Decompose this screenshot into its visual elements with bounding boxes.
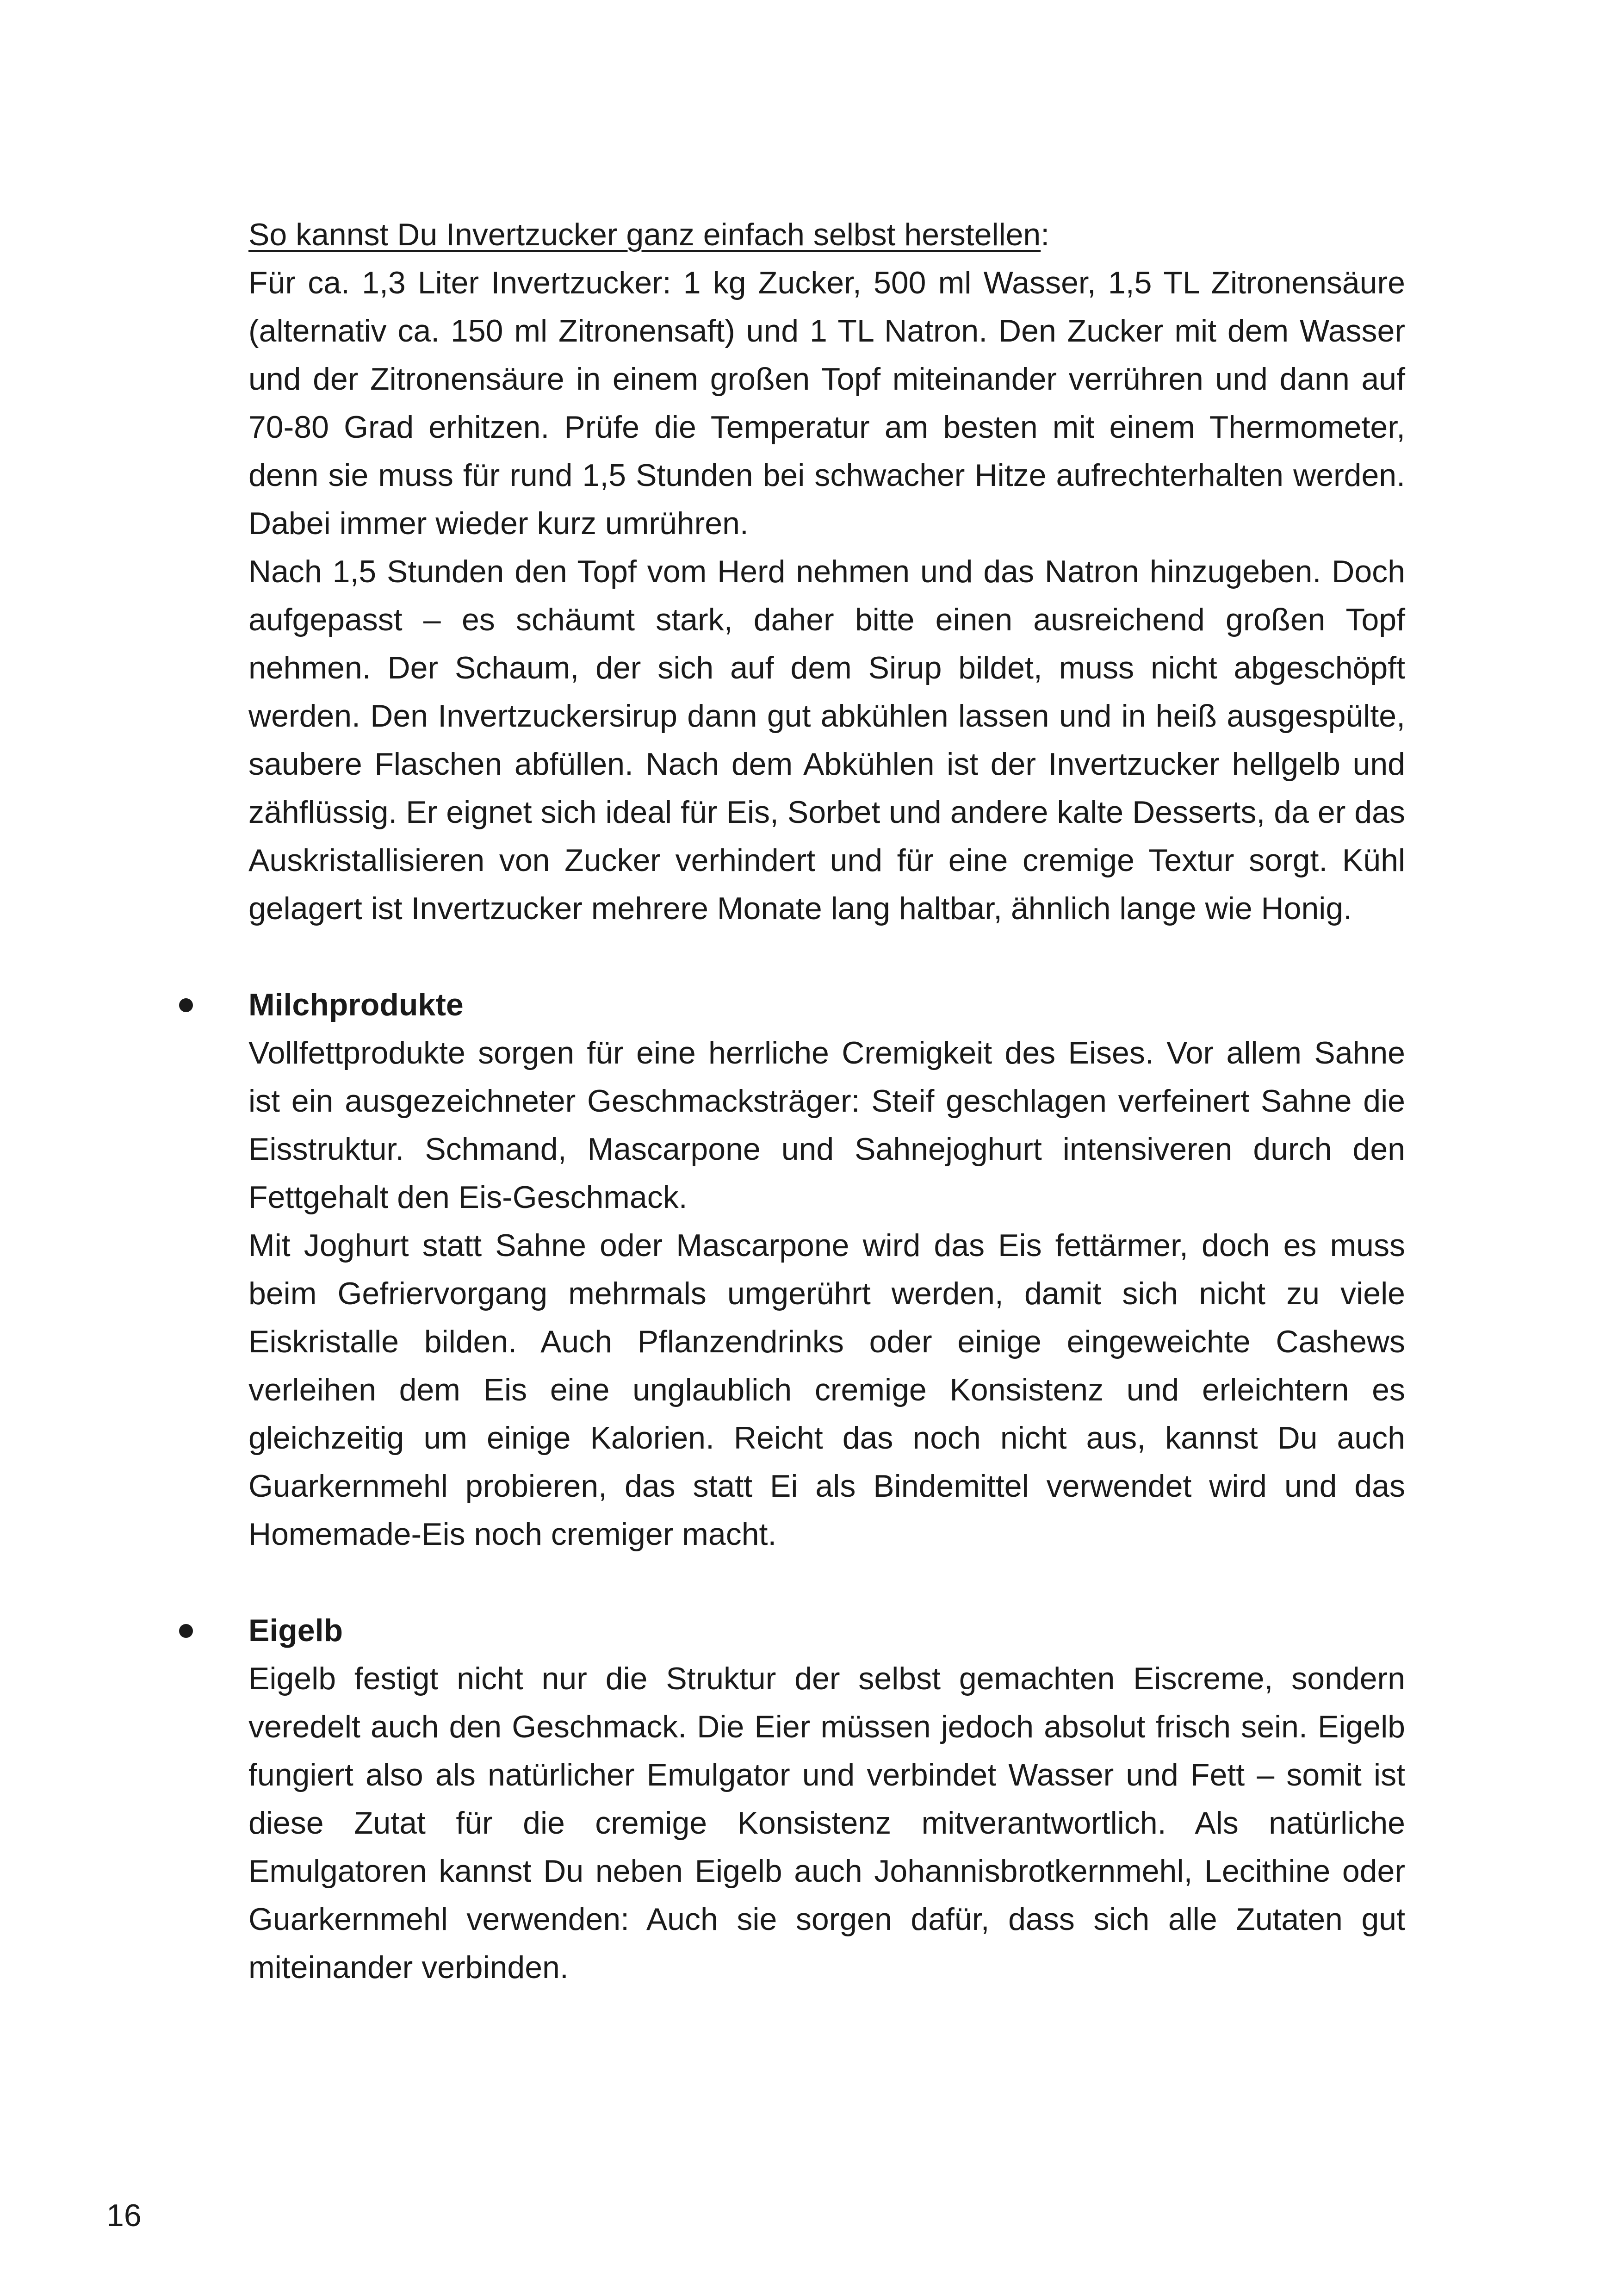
page-content	[248, 211, 1405, 1991]
section-heading: Eigelb	[248, 1613, 343, 1648]
bullet-icon	[179, 998, 193, 1012]
intro-heading-colon: :	[1041, 217, 1050, 252]
section-paragraph-1: Eigelb festigt nicht nur die Struktur der selbst gemachten Eiscreme, sondern veredelt auch den Geschmack. Die Eier müssen jedoch absolut frisch sein. Eigelb fungiert also als natürlicher Emulgator und verbindet Wasser und Fett – somit ist diese Zutat für die cremige Konsistenz mitverantwortlich. Als natürliche Emulgatoren kannst Du neben Eigelb auch Johannisbrotkernmehl, Lecithine oder Guarkernmehl verwenden: Auch sie sorgen dafür, dass sich alle Zutaten gut miteinander verbinden.	[248, 1661, 1405, 1985]
section-heading: Milchprodukte	[248, 987, 464, 1022]
section-paragraph-2: Mit Joghurt statt Sahne oder Mascarpone wird das Eis fettärmer, doch es muss beim Gefriervorgang mehrmals umgerührt werden, damit sich nicht zu viele Eiskristalle bilden. Auch Pflanzendrinks oder einige eingeweichte Cashews verleihen dem Eis eine unglaublich cremige Konsistenz und erleichtern es gleichzeitig um einige Kalorien. Reicht das noch nicht aus, kannst Du auch Guarkernmehl probieren, das statt Ei als Bindemittel verwendet wird und das Homemade-Eis noch cremiger macht.	[248, 1228, 1405, 1552]
page-number: 16	[106, 2198, 142, 2233]
section-milchprodukte	[248, 981, 1405, 1558]
section-paragraph-1: Vollfettprodukte sorgen für eine herrliche Cremigkeit des Eises. Vor allem Sahne ist ein ausgezeichneter Geschmacksträger: Steif geschlagen verfeinert Sahne die Eisstruktur. Schmand, Mascarpone und Sahnejoghurt intensiveren durch den Fettgehalt den Eis-Geschmack.	[248, 1035, 1405, 1215]
intro-heading-line	[248, 211, 1405, 259]
intro-section	[248, 211, 1405, 933]
section-eigelb	[248, 1606, 1405, 1991]
intro-paragraph-2: Nach 1,5 Stunden den Topf vom Herd nehmen und das Natron hinzugeben. Doch aufgepasst – es schäumt stark, daher bitte einen ausreichend großen Topf nehmen. Der Schaum, der sich auf dem Sirup bildet, muss nicht abgeschöpft werden. Den Invertzuckersirup dann gut abkühlen lassen und in heiß ausgespülte, saubere Flaschen abfüllen. Nach dem Abkühlen ist der Invertzucker hellgelb und zähflüssig. Er eignet sich ideal für Eis, Sorbet und andere kalte Desserts, da er das Auskristallisieren von Zucker verhindert und für eine cremige Textur sorgt. Kühl gelagert ist Invertzucker mehrere Monate lang haltbar, ähnlich lange wie Honig.	[248, 554, 1405, 926]
intro-underlined-heading: So kannst Du Invertzucker ganz einfach selbst herstellen	[248, 217, 1041, 252]
intro-paragraph-1: Für ca. 1,3 Liter Invertzucker: 1 kg Zucker, 500 ml Wasser, 1,5 TL Zitronensäure (alternativ ca. 150 ml Zitronensaft) und 1 TL Natron. Den Zucker mit dem Wasser und der Zitronensäure in einem großen Topf miteinander verrühren und dann auf 70-80 Grad erhitzen. Prüfe die Temperatur am besten mit einem Thermometer, denn sie muss für rund 1,5 Stunden bei schwacher Hitze aufrechterhalten werden. Dabei immer wieder kurz umrühren.	[248, 265, 1405, 541]
bullet-icon	[179, 1624, 193, 1638]
